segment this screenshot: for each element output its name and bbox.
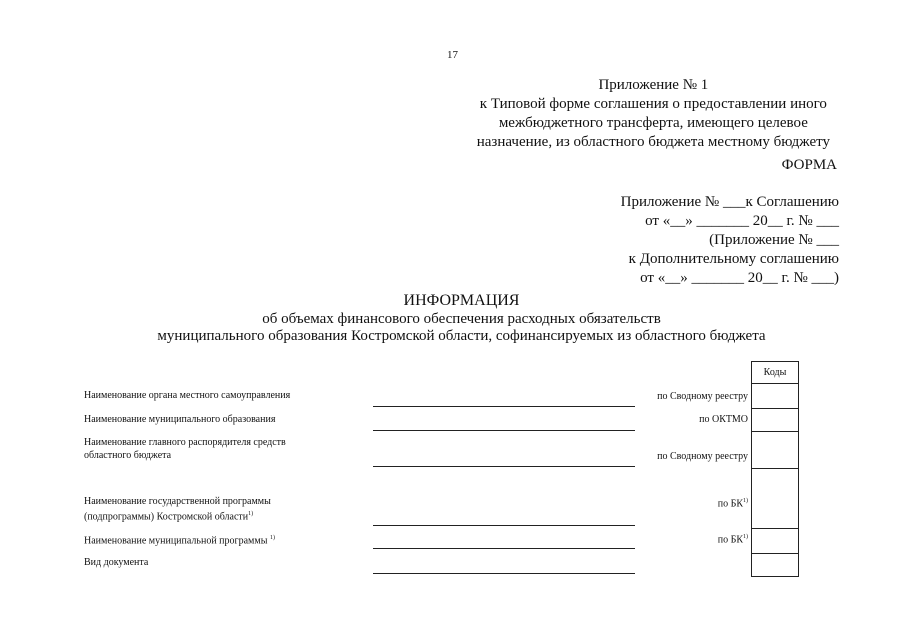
document-type-field[interactable]	[373, 573, 635, 574]
municipal-program-field[interactable]	[373, 548, 635, 549]
row-label-local-authority: Наименование органа местного самоуправления	[84, 390, 291, 401]
annex-agreement-line: от «__» _______ 20__ г. № ___	[645, 213, 839, 229]
info-subtitle-line-1: об объемах финансового обеспечения расходных обязательств	[262, 311, 661, 327]
code-label-oktmo: по ОКТМО	[699, 414, 748, 425]
row-label-text: Наименование муниципальной программы	[84, 535, 270, 547]
code-label-consolidated-registry: по Сводному реестру	[657, 391, 748, 402]
annex-line: к Типовой форме соглашения о предоставлении иного	[479, 96, 827, 112]
code-cell-municipal-program-bk[interactable]	[752, 529, 799, 554]
annex-agreement-line: от «__» _______ 20__ г. № ___)	[640, 270, 839, 286]
annex-line: межбюджетного трансферта, имеющего целевое	[498, 115, 808, 131]
form-label: ФОРМА	[781, 157, 837, 173]
codes-header: Коды	[752, 362, 799, 384]
info-subtitle-line-2: муниципального образования Костромской области, софинансируемых из областного бюджета	[157, 328, 766, 344]
annex-line: Приложение № 1	[598, 77, 709, 93]
code-cell-document-type[interactable]	[752, 554, 799, 577]
footnote-mark: 1)	[248, 511, 254, 517]
code-label-bk	[718, 534, 748, 545]
municipality-field[interactable]	[373, 430, 635, 431]
annex-to-agreement	[621, 193, 839, 288]
code-cell-oktmo[interactable]	[752, 409, 799, 432]
row-label-text: (подпрограммы) Костромской области	[84, 511, 249, 523]
row-label-line: областного бюджета	[84, 450, 172, 461]
code-cell-consolidated-registry[interactable]	[752, 384, 799, 409]
page-number: 17	[447, 49, 458, 61]
code-cell-chief-administrator[interactable]	[752, 432, 799, 469]
code-cell-state-program-bk[interactable]	[752, 469, 799, 529]
chief-administrator-field[interactable]	[373, 466, 635, 467]
row-label-line	[84, 508, 271, 523]
code-label-consolidated-registry: по Сводному реестру	[657, 451, 748, 462]
state-program-field[interactable]	[373, 525, 635, 526]
row-label-line: Наименование главного распорядителя средств	[84, 437, 286, 448]
local-authority-field[interactable]	[373, 406, 635, 407]
code-label-text: по БК	[717, 534, 743, 546]
row-label-line: Наименование государственной программы	[84, 496, 271, 507]
info-title: ИНФОРМАЦИЯ	[403, 292, 520, 309]
annex-agreement-line: (Приложение № ___	[709, 232, 839, 248]
info-subtitle	[0, 311, 905, 345]
footnote-mark: 1)	[743, 534, 748, 540]
row-label-municipality: Наименование муниципального образования	[84, 414, 276, 425]
annex-agreement-line: к Дополнительному соглашению	[628, 251, 839, 267]
codes-table	[751, 361, 799, 577]
code-label-bk	[718, 498, 748, 509]
row-label-municipal-program	[84, 532, 275, 547]
annex-header	[477, 76, 830, 152]
row-label-chief-administrator	[84, 436, 286, 462]
row-label-document-type: Вид документа	[84, 557, 149, 568]
footnote-mark: 1)	[269, 535, 275, 541]
annex-agreement-line: Приложение № ___к Соглашению	[620, 194, 839, 210]
code-label-text: по БК	[717, 498, 743, 510]
footnote-mark: 1)	[743, 498, 748, 504]
annex-line: назначение, из областного бюджета местному бюджету	[476, 134, 830, 150]
row-label-state-program	[84, 495, 271, 523]
